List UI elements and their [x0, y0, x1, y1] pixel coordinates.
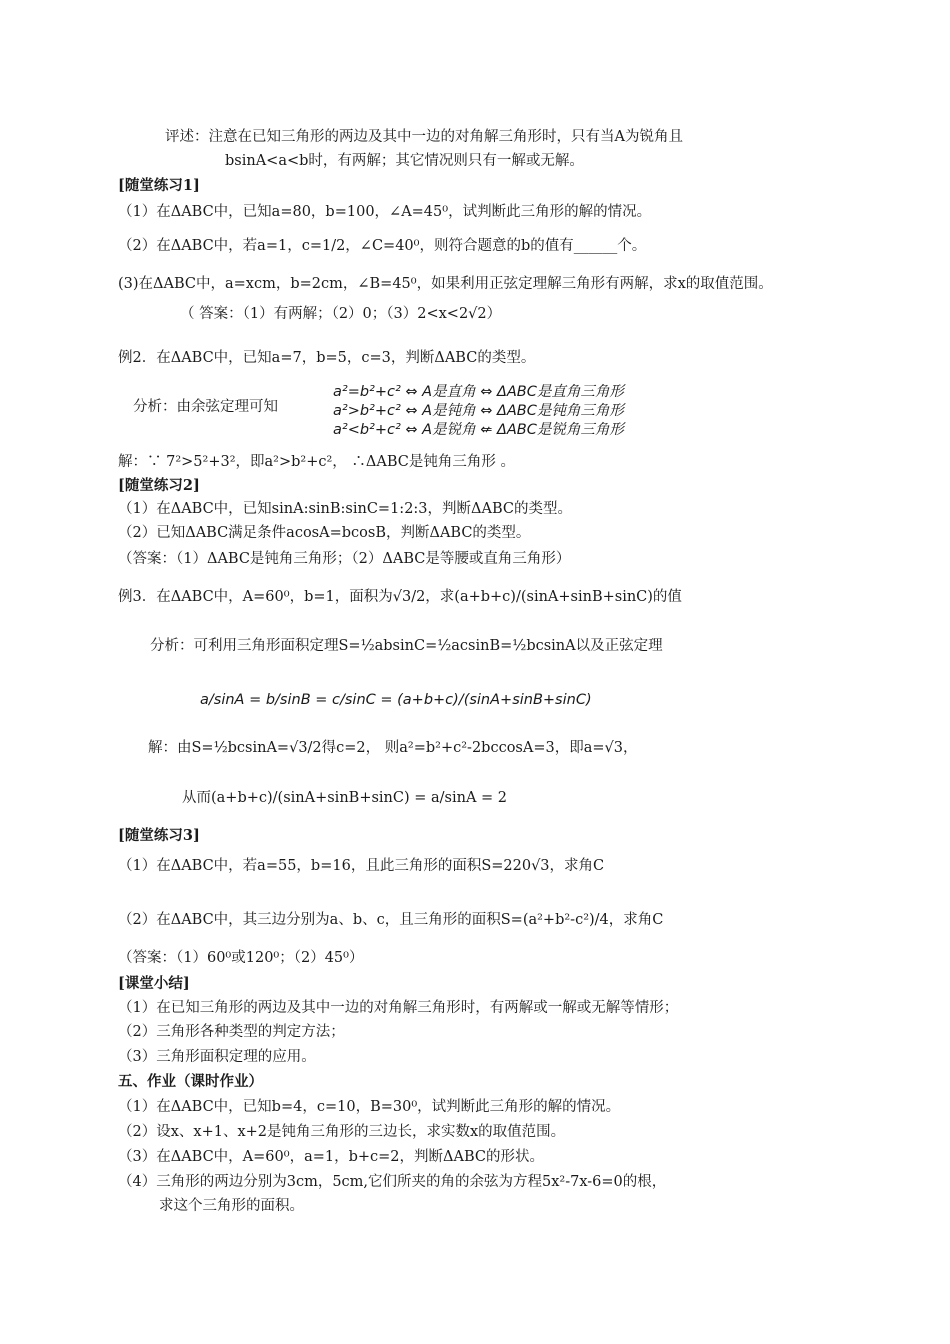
- practice-1-item-3: (3)在ΔABC中，a=xcm，b=2cm，∠B=45⁰，如果利用正弦定理解三角形有两解，求x的取值范围。: [118, 276, 773, 292]
- example-2-rule-1: a²=b²+c² ⇔ A是直角 ⇔ ΔABC是直角三角形: [333, 384, 624, 400]
- practice-2-item-1: （1）在ΔABC中，已知sinA:sinB:sinC=1:2:3，判断ΔABC的类型。: [118, 501, 572, 517]
- summary-item-2: （2）三角形各种类型的判定方法；: [118, 1024, 345, 1040]
- example-3-title: 例3．在ΔABC中，A=60⁰，b=1，面积为√3/2，求(a+b+c)/(sinA+sinB+sinC)的值: [118, 589, 682, 605]
- example-2-analysis: 分析：由余弦定理可知: [133, 399, 278, 415]
- practice-1-item-2: （2）在ΔABC中，若a=1，c=1/2，∠C=40⁰，则符合题意的b的值有______个。: [118, 238, 647, 254]
- section-heading-practice-1: [随堂练习1]: [118, 177, 200, 194]
- example-2-title: 例2．在ΔABC中，已知a=7，b=5，c=3，判断ΔABC的类型。: [118, 350, 536, 366]
- summary-item-3: （3）三角形面积定理的应用。: [118, 1049, 316, 1065]
- homework-item-4-cont: 求这个三角形的面积。: [159, 1198, 304, 1214]
- practice-2-answer: （答案：（1）ΔABC是钝角三角形；（2）ΔABC是等腰或直角三角形）: [118, 551, 571, 567]
- section-heading-practice-2: [随堂练习2]: [118, 477, 200, 494]
- example-3-result: 从而(a+b+c)/(sinA+sinB+sinC) = a/sinA = 2: [182, 790, 508, 806]
- section-heading-practice-3: [随堂练习3]: [118, 827, 200, 844]
- remark-text: 评述：注意在已知三角形的两边及其中一边的对角解三角形时，只有当A为锐角且: [165, 129, 683, 145]
- example-3-sine-law: a/sinA = b/sinB = c/sinC = (a+b+c)/(sinA+sinB+sinC): [200, 692, 592, 708]
- homework-item-1: （1）在ΔABC中，已知b=4，c=10，B=30⁰，试判断此三角形的解的情况。: [118, 1099, 621, 1115]
- practice-1-answer: （ 答案：（1）有两解；（2）0；（3）2<x<2√2）: [180, 306, 502, 322]
- practice-2-item-2: （2）已知ΔABC满足条件acosA=bcosB，判断ΔABC的类型。: [118, 525, 531, 541]
- remark-text-2: bsinA<a<b时，有两解；其它情况则只有一解或无解。: [225, 153, 584, 169]
- section-heading-summary: [课堂小结]: [118, 975, 190, 992]
- remark-line-2: [225, 151, 584, 171]
- remark-line-1: [165, 127, 683, 147]
- practice-1-item-1: （1）在ΔABC中，已知a=80，b=100，∠A=45⁰，试判断此三角形的解的情况。: [118, 204, 652, 220]
- example-2-rule-2: a²>b²+c² ⇔ A是钝角 ⇔ ΔABC是钝角三角形: [333, 403, 624, 419]
- example-3-analysis: 分析：可利用三角形面积定理S=½absinC=½acsinB=½bcsinA以及正弦定理: [150, 638, 663, 654]
- practice-3-item-1: （1）在ΔABC中，若a=55，b=16，且此三角形的面积S=220√3，求角C: [118, 858, 605, 874]
- practice-3-answer: （答案：（1）60⁰或120⁰；（2）45⁰）: [118, 950, 364, 966]
- example-2-rule-3: a²<b²+c² ⇔ A是锐角 ⇍ ΔABC是锐角三角形: [333, 422, 624, 438]
- example-2-solution: 解：∵ 7²>5²+3²，即a²>b²+c²， ∴ΔABC是钝角三角形 。: [118, 454, 515, 470]
- homework-item-4: （4）三角形的两边分别为3cm，5cm,它们所夹的角的余弦为方程5x²-7x-6=0的根，: [118, 1174, 667, 1190]
- homework-item-2: （2）设x、x+1、x+2是钝角三角形的三边长，求实数x的取值范围。: [118, 1124, 566, 1140]
- example-3-solution: 解：由S=½bcsinA=√3/2得c=2， 则a²=b²+c²-2bccosA=3，即a=√3，: [148, 740, 638, 756]
- homework-item-3: （3）在ΔABC中，A=60⁰，a=1，b+c=2，判断ΔABC的形状。: [118, 1149, 544, 1165]
- summary-item-1: （1）在已知三角形的两边及其中一边的对角解三角形时，有两解或一解或无解等情形；: [118, 1000, 679, 1016]
- section-heading-homework: 五、作业（课时作业）: [118, 1073, 263, 1090]
- practice-3-item-2: （2）在ΔABC中，其三边分别为a、b、c，且三角形的面积S=(a²+b²-c²)/4，求角C: [118, 912, 664, 928]
